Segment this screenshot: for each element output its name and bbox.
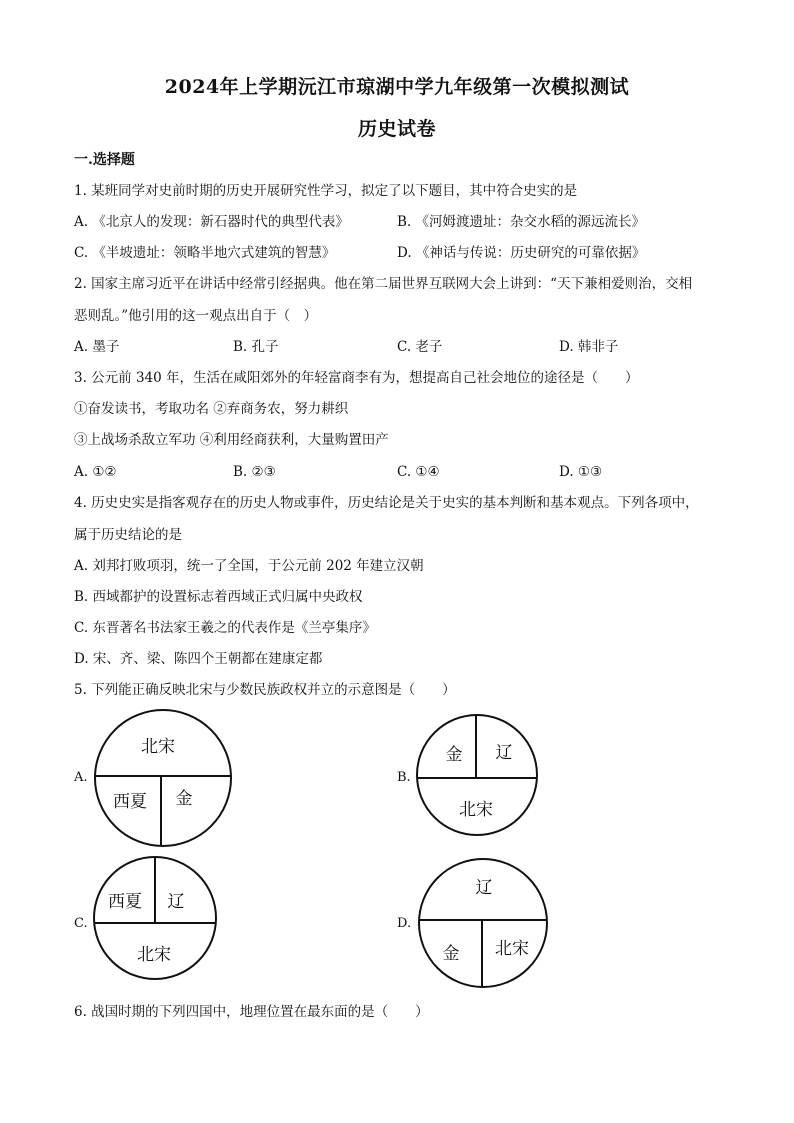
- q4-stem-line2: 属于历史结论的是: [74, 527, 182, 543]
- q4-stem-line1: 4. 历史史实是指客观存在的历史人物或事件，历史结论是关于史实的基本判断和基本观点。下列各项中，: [74, 495, 699, 511]
- q4-option-b: B. 西域都护的设置标志着西域正式归属中央政权: [74, 589, 363, 605]
- q1-option-b: B. 《河姆渡遗址：杂交水稻的源远流长》: [397, 214, 646, 230]
- q5-diagram-a: [92, 708, 234, 848]
- q1-stem: 1. 某班同学对史前时期的历史开展研究性学习，拟定了以下题目，其中符合史实的是: [74, 183, 578, 199]
- q2-option-c: C. 老子: [397, 339, 443, 355]
- q2-stem-line2: 恶则乱。”他引用的这一观点出自于（ ）: [74, 308, 318, 324]
- q5-option-b-label: B.: [397, 770, 411, 785]
- section-heading: 一.选择题: [74, 152, 135, 168]
- q3-option-b: B. ②③: [233, 464, 276, 480]
- q5-c-bottom-label: 北宋: [137, 945, 171, 965]
- q5-diagram-b: [415, 713, 539, 837]
- q5-diagram-c: [92, 855, 218, 981]
- q5-d-bottom-left-label: 金: [442, 944, 460, 964]
- q5-b-bottom-label: 北宋: [459, 800, 493, 820]
- q5-stem: 5. 下列能正确反映北宋与少数民族政权并立的示意图是（ ）: [74, 682, 456, 698]
- q3-option-a: A. ①②: [74, 464, 117, 480]
- q5-a-bottom-left-label: 西夏: [113, 792, 147, 812]
- q5-b-top-right-label: 辽: [495, 743, 513, 763]
- q5-d-top-label: 辽: [475, 878, 493, 898]
- q2-stem-line1: 2. 国家主席习近平在讲话中经常引经据典。他在第二届世界互联网大会上讲到：“天下兼相爱则治，交相: [74, 276, 693, 292]
- q3-option-d: D. ①③: [559, 464, 603, 480]
- q3-option-c: C. ①④: [397, 464, 440, 480]
- q5-c-top-left-label: 西夏: [108, 892, 142, 912]
- q5-a-bottom-right-label: 金: [175, 789, 193, 809]
- q3-stem: 3. 公元前 340 年，生活在咸阳郊外的年轻富商李有为，想提高自己社会地位的途径是（ ）: [74, 370, 639, 386]
- q3-items-line1: ①奋发读书，考取功名 ②弃商务农，努力耕织: [74, 401, 349, 417]
- q1-option-d: D. 《神话与传说：历史研究的可靠依据》: [397, 245, 646, 261]
- exam-subtitle: 历史试卷: [357, 118, 436, 140]
- q2-option-b: B. 孔子: [233, 339, 279, 355]
- q6-stem: 6. 战国时期的下列四国中，地理位置在最东面的是（ ）: [74, 1004, 429, 1020]
- q5-d-bottom-right-label: 北宋: [495, 939, 529, 959]
- q5-c-top-right-label: 辽: [167, 892, 185, 912]
- q3-items-line2: ③上战场杀敌立军功 ④利用经商获利，大量购置田产: [74, 432, 389, 448]
- q4-option-c: C. 东晋著名书法家王羲之的代表作是《兰亭集序》: [74, 620, 376, 636]
- q4-option-d: D. 宋、齐、梁、陈四个王朝都在建康定都: [74, 651, 323, 667]
- q5-a-top-label: 北宋: [141, 737, 175, 757]
- q5-option-a-label: A.: [74, 770, 88, 785]
- q2-option-a: A. 墨子: [74, 339, 120, 355]
- q5-option-d-label: D.: [397, 916, 412, 931]
- q5-b-top-left-label: 金: [445, 745, 463, 765]
- q5-diagram-d: [416, 857, 550, 989]
- q1-option-a: A. 《北京人的发现：新石器时代的典型代表》: [74, 214, 349, 230]
- exam-title: 2024年上学期沅江市琼湖中学九年级第一次模拟测试: [164, 76, 630, 98]
- q5-option-c-label: C.: [74, 916, 88, 931]
- q2-option-d: D. 韩非子: [559, 339, 619, 355]
- q1-option-c: C. 《半坡遗址：领略半地穴式建筑的智慧》: [74, 245, 336, 261]
- q4-option-a: A. 刘邦打败项羽，统一了全国，于公元前 202 年建立汉朝: [74, 558, 424, 574]
